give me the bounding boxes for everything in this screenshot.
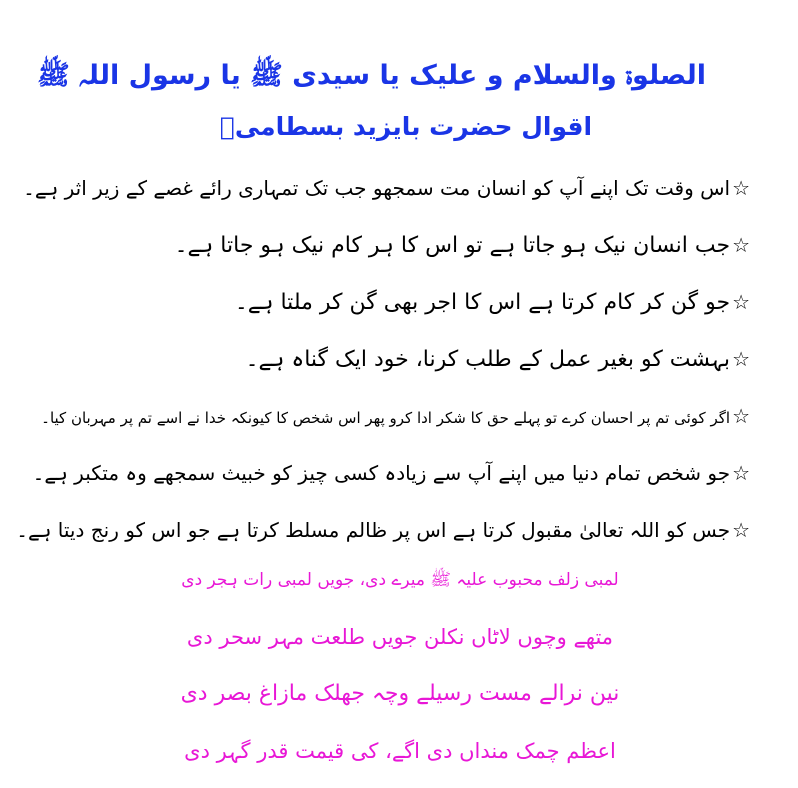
poem-line: نین نرالے مست رسیلے وچہ جھلک مازاغ بصر دی	[180, 681, 620, 706]
poem-line: متھے وچوں لاٹاں نکلن جویں طلعت مہر سحر دی	[186, 625, 614, 649]
quote-item	[10, 282, 750, 339]
quotes-list	[10, 168, 750, 567]
poem-stanza	[180, 560, 620, 788]
star-icon: ☆	[732, 518, 750, 542]
quote-item	[10, 339, 750, 396]
star-icon: ☆	[732, 176, 750, 200]
poem-line: لمبی زلف محبوب علیہ ﷺ میرے دی، جویں لمبی رات ہجر دی	[181, 570, 619, 590]
quote-text: اس وقت تک اپنے آپ کو انسان مت سمجھو جب تک تمہاری رائے غصے کے زیر اثر ہے۔	[23, 176, 731, 200]
quote-item	[10, 396, 750, 453]
quote-text: جس کو اللہ تعالیٰ مقبول کرتا ہے اس پر ظالم مسلط کرتا ہے جو اس کو رنج دیتا ہے۔	[16, 518, 731, 542]
subtitle-heading: اقوال حضرت بایزید بسطامیؒ	[219, 112, 593, 141]
quote-text: جو گن کر کام کرتا ہے اس کا اجر بھی گن کر ملتا ہے۔	[234, 290, 731, 315]
quote-text: بہشت کو بغیر عمل کے طلب کرنا، خود ایک گناہ ہے۔	[245, 347, 731, 372]
salutation-heading: الصلوۃ والسلام و علیک یا سیدی ﷺ یا رسول اللہ ﷺ	[37, 60, 706, 91]
star-icon: ☆	[732, 404, 750, 428]
quote-item	[10, 168, 750, 225]
quote-item	[10, 510, 750, 567]
star-icon: ☆	[732, 347, 750, 371]
star-icon: ☆	[732, 290, 750, 314]
quote-item	[10, 225, 750, 282]
quote-item	[10, 453, 750, 510]
star-icon: ☆	[732, 233, 750, 257]
poem-line: اعظم چمک منداں دی اگے، کی قیمت قدر گہر دی	[184, 739, 616, 763]
quote-text: جو شخص تمام دنیا میں اپنے آپ سے زیادہ کسی چیز کو خبیث سمجھے وہ متکبر ہے۔	[32, 461, 731, 485]
star-icon: ☆	[732, 461, 750, 485]
quote-text: اگر کوئی تم پر احسان کرے تو پہلے حق کا شکر ادا کرو پھر اس شخص کا کیونکہ خدا نے اسے تم پر مہربان کیا۔	[41, 409, 731, 427]
quote-text: جب انسان نیک ہو جاتا ہے تو اس کا ہر کام نیک ہو جاتا ہے۔	[174, 233, 731, 258]
